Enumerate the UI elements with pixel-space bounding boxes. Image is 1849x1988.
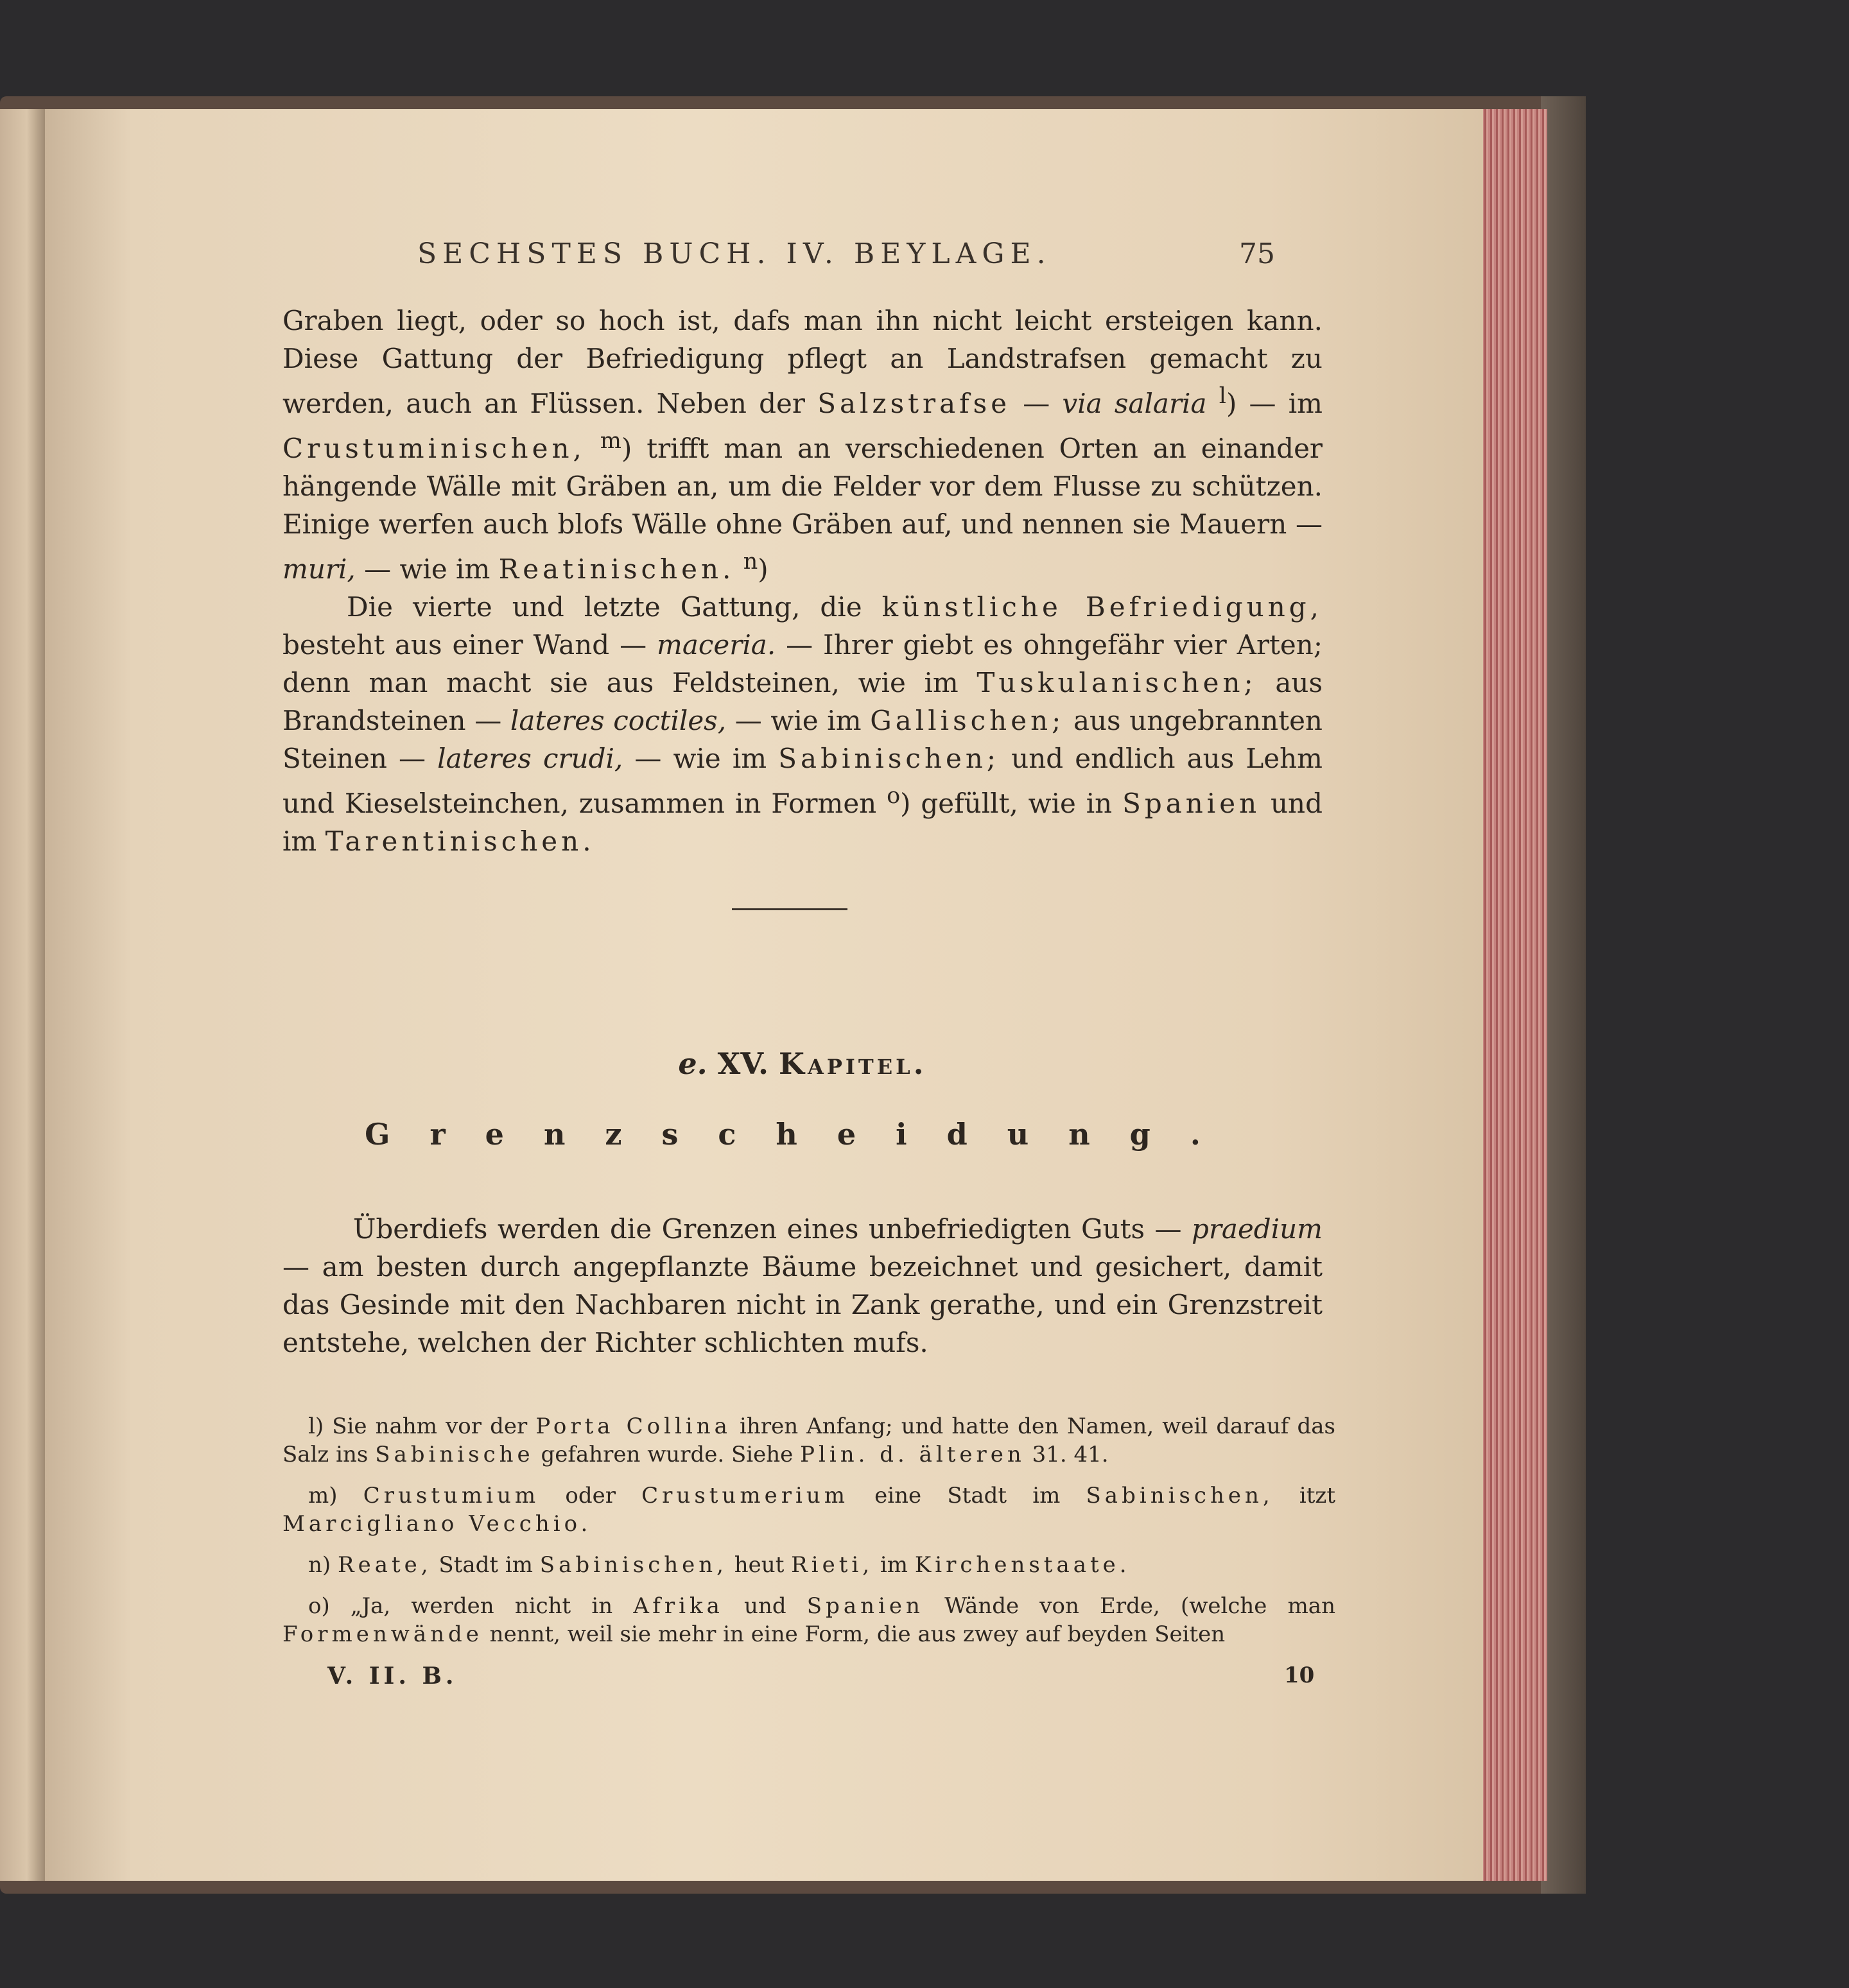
text-run: Sie nahm vor der: [332, 1413, 536, 1439]
text-run: ) — im: [1226, 388, 1323, 419]
text-run: gefahren wurde. Siehe: [534, 1442, 801, 1467]
text-run: Plin. d. älteren: [800, 1442, 1025, 1467]
footnote-marker: l): [308, 1413, 324, 1439]
text-run: Graben liegt, oder so hoch ist, dafs man ihn nicht leicht ersteigen kann. Diese Gattung der Befriedigung pflegt an Landstrafsen gemacht zu werden, auch an Flüssen. Neben der: [282, 305, 1323, 419]
page-fore-edge: [1477, 109, 1547, 1881]
book-page: [45, 109, 1483, 1881]
chapter-label: Kapitel.: [779, 1046, 927, 1081]
text-run: Spanien: [806, 1593, 924, 1619]
text-run: ) gefüllt, wie in: [900, 788, 1123, 819]
text-run: Salzstrafse: [817, 388, 1011, 419]
text-run: Tarentinischen.: [325, 825, 595, 857]
body-text: [282, 302, 1323, 860]
text-run: [734, 553, 743, 585]
text-run: und: [723, 1593, 807, 1619]
text-run: Crustumerium: [641, 1483, 849, 1508]
text-run: Formenwände: [282, 1621, 483, 1647]
section-divider: [732, 908, 847, 910]
text-run: Gallischen;: [870, 705, 1065, 736]
text-run: aus ungebrannten Steinen —: [282, 705, 1323, 774]
text-run: 31. 41.: [1025, 1442, 1109, 1467]
text-run: eine Stadt im: [848, 1483, 1086, 1508]
section-paragraph: [282, 1210, 1323, 1361]
text-run: [586, 433, 600, 464]
paragraph-2: [282, 588, 1323, 860]
footnote-text: [338, 1552, 1131, 1578]
text-run: o: [887, 783, 901, 809]
text-run: Tuskulanischen;: [977, 667, 1257, 698]
book-cover-edge: [1541, 96, 1586, 1894]
text-run: ihren Anfang; und hatte den Namen, weil darauf das Salz ins: [282, 1413, 1335, 1467]
text-run: Stadt im: [431, 1552, 540, 1578]
text-run: Überdiefs werden die Grenzen eines unbefriedigten Guts —: [353, 1213, 1192, 1245]
text-run: Porta Collina: [535, 1413, 731, 1439]
footnote-m: [282, 1482, 1335, 1538]
text-run: n: [743, 549, 758, 575]
text-run: — wie im: [623, 743, 779, 774]
text-run: ): [758, 553, 768, 585]
text-run: — wie im: [726, 705, 871, 736]
footnote-text: [282, 1483, 1335, 1537]
chapter-number: XV.: [717, 1046, 769, 1081]
text-run: im: [873, 1552, 915, 1578]
text-run: l: [1219, 383, 1226, 409]
footnote-marker: o): [308, 1593, 330, 1619]
text-run: aus Brandsteinen —: [282, 667, 1323, 736]
text-run: Die vierte und letzte Gattung, die: [347, 591, 882, 623]
text-run: — Ihrer giebt es ohngefähr vier Arten; denn man macht sie aus Feldsteinen, wie im: [282, 629, 1323, 698]
text-run: künstliche Befriedigung,: [881, 591, 1323, 623]
chapter-heading: [282, 1046, 1323, 1081]
text-run: Wände von Erde, (welche man: [923, 1593, 1335, 1619]
text-run: lateres crudi,: [437, 743, 623, 774]
text-run: und im: [282, 788, 1323, 857]
text-run: Sabinische: [375, 1442, 534, 1467]
text-run: Kirchenstaate.: [914, 1552, 1131, 1578]
text-run: nennt, weil sie mehr in eine Form, die aus zwey auf beyden Seiten: [482, 1621, 1226, 1647]
running-head: SECHSTES BUCH. IV. BEYLAGE.: [417, 238, 1052, 270]
sheet-signature: V. II. B.: [327, 1663, 458, 1690]
text-run: Reate,: [337, 1552, 432, 1578]
page-number: 75: [1239, 238, 1275, 270]
footnote-text: [282, 1593, 1335, 1647]
text-run: „Ja, werden nicht in: [350, 1593, 634, 1619]
text-run: oder: [539, 1483, 642, 1508]
text-run: Crustumium: [363, 1483, 540, 1508]
footnote-n: [282, 1551, 1335, 1579]
text-run: Sabinischen,: [1086, 1483, 1274, 1508]
text-run: Sabinischen,: [539, 1552, 727, 1578]
footnote-marker: m): [308, 1483, 338, 1508]
text-run: [1207, 388, 1219, 419]
chapter-prefix: e.: [678, 1046, 707, 1081]
text-run: Reatinischen.: [498, 553, 735, 585]
text-run: Sabinischen;: [778, 743, 1000, 774]
footnote-o: [282, 1592, 1335, 1648]
section-text: [282, 1210, 1323, 1361]
text-run: Crustuminischen,: [282, 433, 586, 464]
chapter-title: Grenzscheidung.: [365, 1117, 1240, 1152]
paragraph-1: [282, 302, 1323, 588]
text-run: heut: [727, 1552, 792, 1578]
text-run: via salaria: [1062, 388, 1207, 419]
text-run: Afrika: [633, 1593, 724, 1619]
footnotes: [282, 1412, 1335, 1661]
text-run: —: [1011, 388, 1063, 419]
text-run: Spanien: [1122, 788, 1261, 819]
text-run: Rieti,: [791, 1552, 874, 1578]
footnote-marker: n): [308, 1552, 331, 1578]
text-run: besteht aus einer Wand —: [282, 629, 657, 661]
text-run: praedium: [1191, 1213, 1323, 1245]
text-run: muri,: [282, 553, 356, 585]
sheet-number: 10: [1284, 1663, 1315, 1688]
text-run: lateres coctiles,: [510, 705, 727, 736]
text-run: ) trifft man an verschiedenen Orten an einander hängende Wälle mit Gräben an, um die Felder vor dem Flusse zu schützen. Einige werfen auch blofs Wälle ohne Gräben auf, und nennen sie Mauern —: [282, 433, 1323, 540]
text-run: Marcigliano Vecchio.: [282, 1511, 592, 1537]
text-run: m: [600, 428, 621, 454]
footnote-l: [282, 1412, 1335, 1469]
left-page-edge: [0, 109, 45, 1881]
footnote-text: [282, 1413, 1335, 1467]
text-run: maceria.: [657, 629, 776, 661]
text-run: itzt: [1273, 1483, 1336, 1508]
text-run: und endlich aus Lehm und Kieselsteinchen, zusammen in Formen: [282, 743, 1323, 819]
text-run: — wie im: [355, 553, 499, 585]
text-run: — am besten durch angepflanzte Bäume bezeichnet und gesichert, damit das Gesinde mit den Nachbaren nicht in Zank gerathe, und ein Grenzstreit entstehe, welchen der Richter schlichten mufs.: [282, 1251, 1323, 1358]
